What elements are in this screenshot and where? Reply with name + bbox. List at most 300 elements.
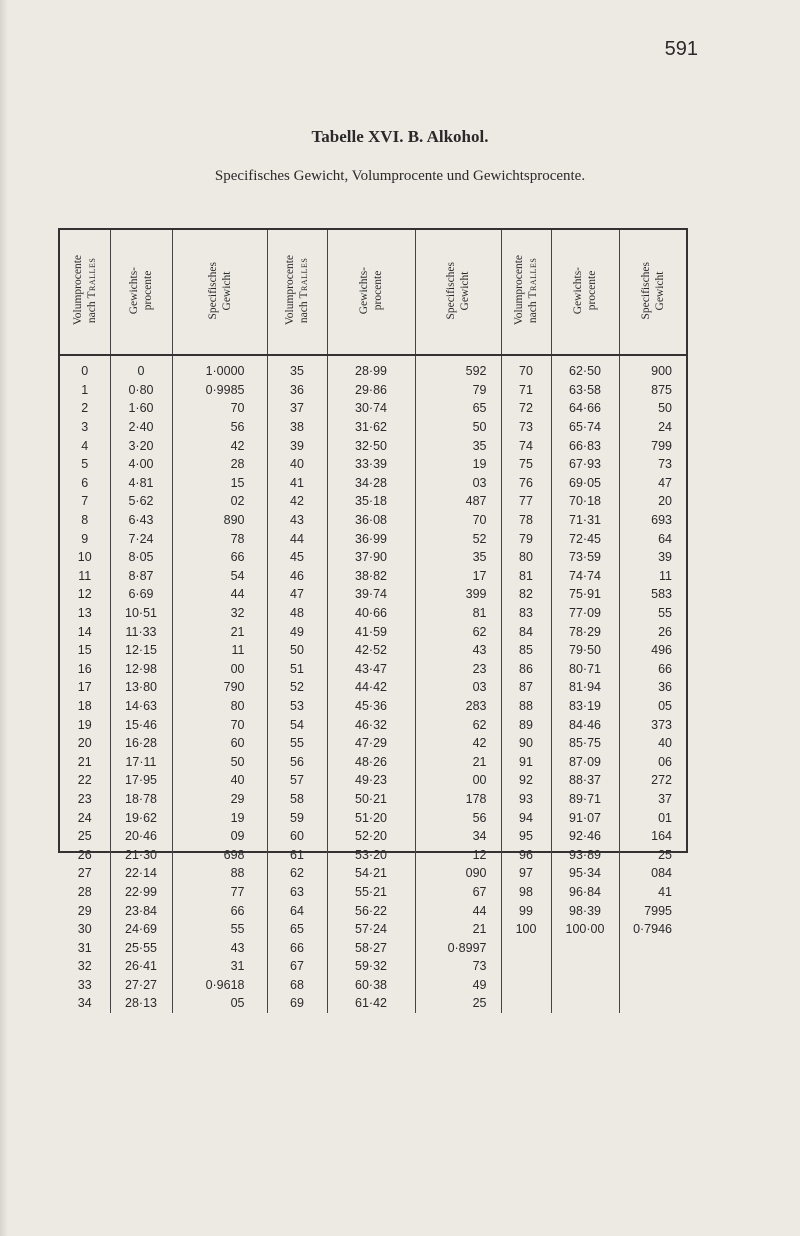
cell-vol-1: 3 [60,418,110,437]
cell-gew-2: 54·21 [327,864,415,883]
cell-vol-2: 62 [267,864,327,883]
cell-gew-1: 10·51 [110,604,172,623]
cell-spec-1: 19 [172,808,267,827]
cell-spec-1: 55 [172,920,267,939]
cell-spec-2: 50 [415,418,501,437]
cell-gew-3: 64·66 [551,399,619,418]
cell-gew-1: 17·95 [110,771,172,790]
cell-gew-1: 12·15 [110,641,172,660]
cell-gew-2: 33·39 [327,455,415,474]
cell-vol-3 [501,994,551,1013]
cell-gew-2: 30·74 [327,399,415,418]
cell-spec-2: 79 [415,381,501,400]
cell-vol-2: 50 [267,641,327,660]
cell-vol-1: 2 [60,399,110,418]
table-row [60,678,686,697]
cell-vol-2: 57 [267,771,327,790]
cell-spec-3: 26 [658,624,672,639]
cell-spec-2: 44 [415,901,501,920]
cell-spec-2: 03 [415,678,501,697]
cell-vol-1: 22 [60,771,110,790]
cell-spec-2: 03 [415,474,501,493]
table-row [60,418,686,437]
cell-spec-2: 12 [415,845,501,864]
cell-spec-3: 583 [651,587,672,602]
cell-gew-2: 28·99 [327,355,415,381]
cell-spec-2: 35 [415,548,501,567]
cell-vol-1: 17 [60,678,110,697]
cell-vol-1: 8 [60,511,110,530]
cell-vol-1: 26 [60,845,110,864]
cell-vol-3: 86 [501,660,551,679]
header-vol-3: Volumprocente nach Tralles [501,230,551,355]
table-row [60,790,686,809]
cell-vol-1: 27 [60,864,110,883]
cell-gew-3: 62·50 [551,355,619,381]
cell-spec-3: 06 [658,754,672,769]
cell-spec-1: 32 [172,604,267,623]
cell-spec-3: 55 [658,606,672,621]
cell-vol-3: 79 [501,529,551,548]
header-gew-3: Gewichts- procente [551,230,619,355]
header-vol-2: Volumprocente nach Tralles [267,230,327,355]
cell-vol-3: 88 [501,697,551,716]
cell-spec-2: 23 [415,660,501,679]
cell-gew-3: 81·94 [551,678,619,697]
cell-spec-1: 54 [172,567,267,586]
cell-spec-1: 88 [172,864,267,883]
cell-gew-3: 92·46 [551,827,619,846]
cell-vol-3: 90 [501,734,551,753]
cell-gew-1: 13·80 [110,678,172,697]
cell-gew-3 [551,957,619,976]
cell-gew-3 [551,976,619,995]
cell-vol-1: 33 [60,976,110,995]
cell-spec-3 [619,976,686,995]
cell-spec-3: 20 [658,494,672,509]
cell-spec-3: 36 [658,680,672,695]
cell-vol-3: 81 [501,567,551,586]
cell-spec-3: 496 [651,643,672,658]
cell-vol-1: 28 [60,883,110,902]
cell-gew-2: 57·24 [327,920,415,939]
table-row [60,957,686,976]
cell-vol-3: 76 [501,474,551,493]
cell-gew-2: 60·38 [327,976,415,995]
cell-gew-2: 34·28 [327,474,415,493]
cell-gew-2: 40·66 [327,604,415,623]
cell-spec-3: 7995 [644,903,672,918]
cell-vol-1: 6 [60,474,110,493]
table-row [60,734,686,753]
cell-vol-1: 31 [60,938,110,957]
table-row [60,455,686,474]
table-row [60,864,686,883]
header-row [60,230,686,355]
cell-spec-3: 799 [651,438,672,453]
cell-spec-3: 875 [651,382,672,397]
cell-gew-3 [551,938,619,957]
cell-spec-2: 17 [415,567,501,586]
cell-vol-2: 55 [267,734,327,753]
cell-spec-1: 44 [172,585,267,604]
cell-gew-2: 58·27 [327,938,415,957]
cell-vol-2: 36 [267,381,327,400]
cell-spec-1: 02 [172,492,267,511]
cell-vol-2: 67 [267,957,327,976]
cell-gew-3: 70·18 [551,492,619,511]
cell-spec-1: 56 [172,418,267,437]
cell-spec-1: 00 [172,660,267,679]
cell-vol-1: 29 [60,901,110,920]
cell-spec-1: 09 [172,827,267,846]
cell-vol-3: 77 [501,492,551,511]
cell-gew-3: 88·37 [551,771,619,790]
cell-vol-2: 64 [267,901,327,920]
cell-spec-2: 70 [415,511,501,530]
cell-vol-3: 85 [501,641,551,660]
table-row [60,622,686,641]
cell-spec-1: 28 [172,455,267,474]
table-row [60,715,686,734]
cell-gew-3: 63·58 [551,381,619,400]
cell-vol-1: 32 [60,957,110,976]
cell-gew-2: 55·21 [327,883,415,902]
cell-vol-2: 68 [267,976,327,995]
cell-gew-2: 36·08 [327,511,415,530]
cell-gew-1: 24·69 [110,920,172,939]
cell-gew-2: 61·42 [327,994,415,1013]
cell-gew-2: 51·20 [327,808,415,827]
cell-gew-3: 69·05 [551,474,619,493]
cell-gew-1: 20·46 [110,827,172,846]
cell-vol-2: 63 [267,883,327,902]
cell-gew-3: 93·89 [551,845,619,864]
table-row [60,994,686,1013]
cell-gew-1: 23·84 [110,901,172,920]
cell-vol-2: 46 [267,567,327,586]
cell-vol-1: 20 [60,734,110,753]
cell-gew-3: 78·29 [551,622,619,641]
cell-spec-3: 084 [651,866,672,881]
cell-spec-3: 47 [658,475,672,490]
cell-vol-1: 16 [60,660,110,679]
table-row [60,399,686,418]
cell-gew-3: 72·45 [551,529,619,548]
cell-vol-2: 60 [267,827,327,846]
cell-spec-1: 21 [172,622,267,641]
cell-gew-1: 1·60 [110,399,172,418]
cell-vol-3: 100 [501,920,551,939]
cell-vol-3: 93 [501,790,551,809]
cell-spec-2: 283 [415,697,501,716]
cell-vol-2: 58 [267,790,327,809]
cell-vol-2: 61 [267,845,327,864]
cell-gew-1: 25·55 [110,938,172,957]
table-row [60,436,686,455]
cell-gew-1: 6·43 [110,511,172,530]
cell-gew-1: 7·24 [110,529,172,548]
cell-vol-3: 80 [501,548,551,567]
cell-spec-3: 39 [658,550,672,565]
cell-gew-1: 14·63 [110,697,172,716]
cell-vol-3: 91 [501,752,551,771]
cell-gew-3: 87·09 [551,752,619,771]
cell-spec-1: 29 [172,790,267,809]
cell-gew-2: 31·62 [327,418,415,437]
cell-vol-2: 48 [267,604,327,623]
table-row [60,808,686,827]
table-row [60,355,686,381]
table-row [60,660,686,679]
cell-vol-1: 12 [60,585,110,604]
cell-spec-1: 40 [172,771,267,790]
table-row [60,548,686,567]
cell-spec-2: 34 [415,827,501,846]
cell-vol-2: 53 [267,697,327,716]
cell-gew-3: 65·74 [551,418,619,437]
cell-vol-2: 69 [267,994,327,1013]
cell-vol-2: 51 [267,660,327,679]
cell-spec-2: 21 [415,752,501,771]
table-body [60,355,686,1013]
cell-gew-1: 11·33 [110,622,172,641]
cell-spec-2: 52 [415,529,501,548]
cell-vol-3 [501,976,551,995]
cell-vol-3: 72 [501,399,551,418]
table-row [60,771,686,790]
cell-spec-2: 178 [415,790,501,809]
cell-spec-3: 164 [651,829,672,844]
cell-spec-1: 0·9985 [172,381,267,400]
cell-spec-1: 70 [172,399,267,418]
header-spec-1: Specifisches Gewicht [172,230,267,355]
cell-spec-3: 11 [659,568,672,583]
table-row [60,529,686,548]
alcohol-table [60,230,686,1013]
cell-spec-1: 11 [172,641,267,660]
cell-gew-2: 49·23 [327,771,415,790]
cell-spec-1: 42 [172,436,267,455]
cell-spec-2: 42 [415,734,501,753]
cell-vol-1: 34 [60,994,110,1013]
cell-spec-3: 50 [658,401,672,416]
cell-spec-3: 37 [658,791,672,806]
cell-spec-3: 66 [658,661,672,676]
cell-spec-1: 0·9618 [172,976,267,995]
cell-vol-2: 66 [267,938,327,957]
cell-spec-2: 73 [415,957,501,976]
cell-gew-2: 45·36 [327,697,415,716]
cell-vol-1: 15 [60,641,110,660]
cell-gew-3: 71·31 [551,511,619,530]
cell-spec-2: 487 [415,492,501,511]
cell-vol-1: 23 [60,790,110,809]
cell-vol-2: 59 [267,808,327,827]
cell-gew-1: 22·99 [110,883,172,902]
cell-gew-2: 44·42 [327,678,415,697]
cell-gew-2: 56·22 [327,901,415,920]
cell-spec-1: 78 [172,529,267,548]
table-row [60,604,686,623]
cell-vol-1: 14 [60,622,110,641]
cell-gew-1: 15·46 [110,715,172,734]
cell-gew-3: 85·75 [551,734,619,753]
cell-vol-3: 82 [501,585,551,604]
cell-gew-2: 42·52 [327,641,415,660]
cell-vol-3: 78 [501,511,551,530]
table-row [60,845,686,864]
cell-vol-2: 45 [267,548,327,567]
cell-spec-3: 01 [658,810,672,825]
cell-vol-3: 84 [501,622,551,641]
cell-spec-2: 00 [415,771,501,790]
cell-vol-1: 0 [60,355,110,381]
cell-spec-1: 43 [172,938,267,957]
header-gew-2: Gewichts- procente [327,230,415,355]
cell-gew-2: 47·29 [327,734,415,753]
cell-vol-2: 52 [267,678,327,697]
cell-spec-2: 399 [415,585,501,604]
table-row [60,511,686,530]
cell-vol-3: 97 [501,864,551,883]
cell-gew-3: 100·00 [551,920,619,939]
cell-spec-2: 49 [415,976,501,995]
cell-gew-3: 80·71 [551,660,619,679]
cell-spec-1: 66 [172,548,267,567]
cell-spec-3: 900 [651,364,672,379]
page-edge-shadow [0,0,8,1236]
table-title: Tabelle XVI. B. Alkohol. [311,127,489,146]
cell-spec-3: 24 [658,420,672,435]
cell-gew-1: 19·62 [110,808,172,827]
cell-gew-3: 83·19 [551,697,619,716]
cell-vol-1: 24 [60,808,110,827]
cell-gew-2: 59·32 [327,957,415,976]
cell-spec-2: 592 [415,355,501,381]
cell-gew-2: 39·74 [327,585,415,604]
cell-spec-1: 60 [172,734,267,753]
cell-gew-3: 89·71 [551,790,619,809]
cell-gew-1: 8·87 [110,567,172,586]
cell-gew-2: 48·26 [327,752,415,771]
cell-vol-3 [501,957,551,976]
cell-vol-1: 7 [60,492,110,511]
cell-gew-3: 66·83 [551,436,619,455]
cell-spec-3: 05 [658,698,672,713]
cell-vol-1: 30 [60,920,110,939]
cell-gew-3: 67·93 [551,455,619,474]
cell-spec-1: 31 [172,957,267,976]
table-row [60,901,686,920]
table-row [60,381,686,400]
cell-vol-3: 83 [501,604,551,623]
cell-spec-2: 21 [415,920,501,939]
cell-spec-1: 80 [172,697,267,716]
cell-gew-1: 17·11 [110,752,172,771]
cell-spec-3 [619,957,686,976]
cell-vol-1: 1 [60,381,110,400]
cell-vol-1: 5 [60,455,110,474]
cell-spec-1: 1·0000 [172,355,267,381]
cell-gew-1: 4·81 [110,474,172,493]
cell-vol-1: 13 [60,604,110,623]
cell-vol-2: 54 [267,715,327,734]
cell-vol-3: 74 [501,436,551,455]
cell-gew-3 [551,994,619,1013]
cell-gew-1: 5·62 [110,492,172,511]
cell-vol-2: 39 [267,436,327,455]
cell-gew-2: 35·18 [327,492,415,511]
cell-spec-2: 19 [415,455,501,474]
cell-spec-3: 40 [658,736,672,751]
cell-gew-2: 53·20 [327,845,415,864]
cell-spec-1: 790 [172,678,267,697]
cell-vol-3: 99 [501,901,551,920]
cell-vol-1: 9 [60,529,110,548]
table-row [60,920,686,939]
cell-spec-2: 35 [415,436,501,455]
cell-spec-3: 693 [651,513,672,528]
table-row [60,827,686,846]
cell-gew-1: 4·00 [110,455,172,474]
cell-vol-3: 71 [501,381,551,400]
cell-spec-1: 77 [172,883,267,902]
cell-vol-3: 89 [501,715,551,734]
cell-vol-2: 37 [267,399,327,418]
cell-vol-2: 38 [267,418,327,437]
cell-spec-1: 70 [172,715,267,734]
cell-vol-3: 95 [501,827,551,846]
cell-gew-2: 32·50 [327,436,415,455]
cell-spec-2: 43 [415,641,501,660]
cell-spec-3 [619,938,686,957]
cell-spec-3: 373 [651,717,672,732]
cell-vol-1: 10 [60,548,110,567]
cell-gew-1: 8·05 [110,548,172,567]
cell-gew-2: 46·32 [327,715,415,734]
cell-gew-3: 98·39 [551,901,619,920]
cell-vol-2: 43 [267,511,327,530]
cell-gew-1: 28·13 [110,994,172,1013]
cell-vol-2: 40 [267,455,327,474]
cell-gew-3: 75·91 [551,585,619,604]
cell-spec-2: 090 [415,864,501,883]
cell-spec-3: 272 [651,773,672,788]
cell-spec-1: 66 [172,901,267,920]
cell-gew-1: 12·98 [110,660,172,679]
cell-gew-1: 0·80 [110,381,172,400]
cell-spec-2: 62 [415,715,501,734]
cell-gew-1: 26·41 [110,957,172,976]
cell-vol-2: 65 [267,920,327,939]
cell-vol-3: 87 [501,678,551,697]
cell-spec-2: 65 [415,399,501,418]
cell-vol-3: 75 [501,455,551,474]
cell-gew-2: 38·82 [327,567,415,586]
cell-gew-1: 6·69 [110,585,172,604]
cell-vol-2: 44 [267,529,327,548]
cell-gew-1: 22·14 [110,864,172,883]
table-row [60,641,686,660]
header-spec-3: Specifisches Gewicht [619,230,686,355]
cell-spec-3: 0·7946 [633,922,672,937]
table-row [60,697,686,716]
cell-spec-3: 64 [658,531,672,546]
cell-vol-2: 56 [267,752,327,771]
table-row [60,883,686,902]
cell-gew-1: 21·30 [110,845,172,864]
